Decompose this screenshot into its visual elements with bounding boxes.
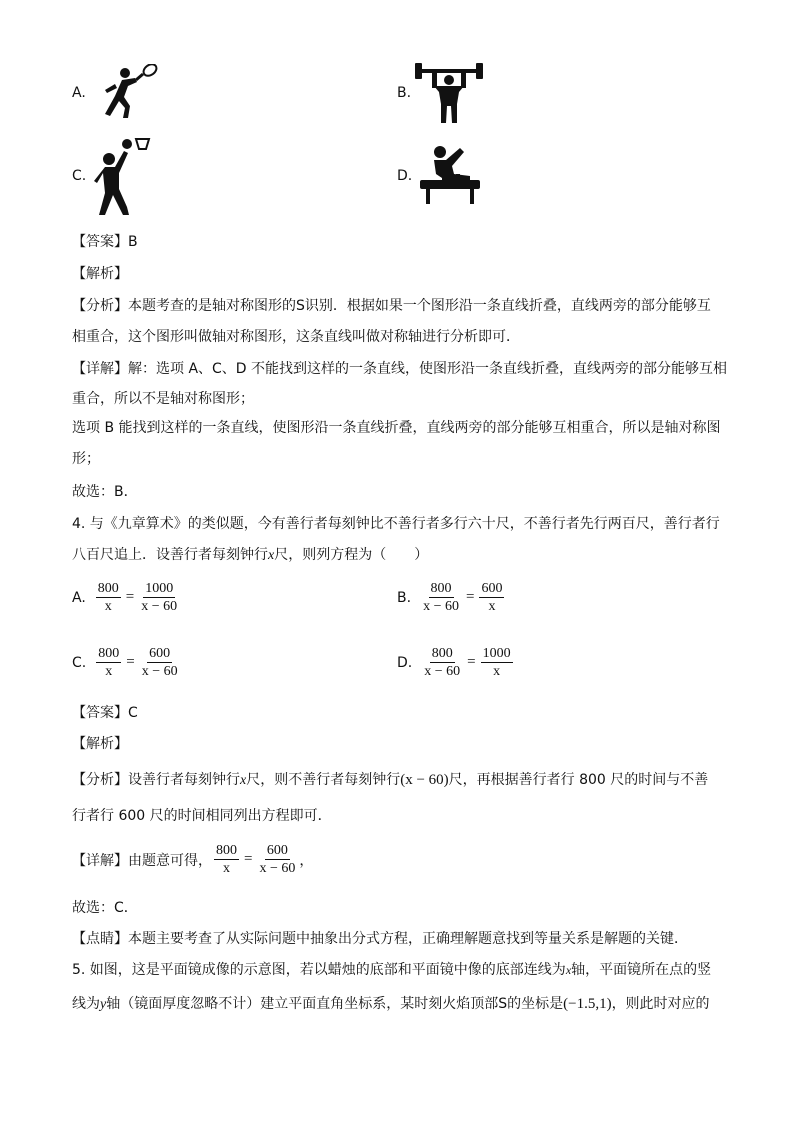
q4-xiangjie: 【详解】由题意可得， $\frac{800}{x}$ = $\frac{600}{x - 60}$ ，: [72, 843, 314, 876]
q4-dianjing: 【点睛】本题主要考查了从实际问题中抽象出分式方程，正确理解题意找到等量关系是解题的关键．: [72, 931, 688, 947]
basketball-player-icon: [93, 137, 153, 217]
q4-option-c: C. $\frac{800}{x}$ = $\frac{600}{x - 60}$: [72, 646, 178, 679]
q4-answer: 【答案】C: [72, 705, 138, 721]
q4-option-d: D. $\frac{800}{x - 60}$ = $\frac{1000}{x}$: [397, 646, 511, 679]
q4-fenxi-line-1: 【分析】设善行者每刻钟行x尺，则不善行者每刻钟行(x − 60)尺，再根据善行者行 800 尺的时间与不善: [72, 772, 709, 788]
q3-choose: 故选：B．: [72, 484, 138, 500]
q3-fenxi-line-1: 【分析】本题考查的是轴对称图形的S识别．根据如果一个图形沿一条直线折叠，直线两旁的部分能够互: [72, 298, 711, 314]
q3-fenxi-line-2: 相重合，这个图形叫做轴对称图形，这条直线叫做对称轴进行分析即可．: [72, 329, 520, 345]
q4-fenxi-line-2: 行者行 600 尺的时间相同列出方程即可．: [72, 808, 332, 824]
q4-option-b: B. $\frac{800}{x - 60}$ = $\frac{600}{x}$: [397, 581, 503, 614]
q3-analysis-heading: 【解析】: [72, 266, 128, 282]
tennis-player-icon: [95, 64, 159, 120]
q5-stem-line-2: 线为y轴（镜面厚度忽略不计）建立平面直角坐标系，某时刻火焰顶部S的坐标是(−1.5,1)，则此时对应的: [72, 996, 710, 1012]
weightlifter-icon: [415, 60, 483, 124]
gymnast-pommel-horse-icon: [418, 142, 482, 206]
q3-xiangjie-line-1: 【详解】解：选项 A、C、D 不能找到这样的一条直线，使图形沿一条直线折叠，直线两旁的部分能够互相: [72, 361, 728, 377]
option-a-label: A.: [72, 85, 86, 101]
option-c-label: C.: [72, 168, 87, 184]
q3-xiangjie-line-3: 选项 B 能找到这样的一条直线，使图形沿一条直线折叠，直线两旁的部分能够互相重合，所以是轴对称图: [72, 420, 721, 436]
option-b-label: B.: [397, 85, 412, 101]
q3-xiangjie-line-2: 重合，所以不是轴对称图形；: [72, 391, 254, 407]
q3-answer: 【答案】B: [72, 234, 138, 250]
q4-choose: 故选：C．: [72, 900, 138, 916]
q4-analysis-heading: 【解析】: [72, 736, 128, 752]
q4-stem-line-2: 八百尺追上．设善行者每刻钟行x尺，则列方程为（ ）: [72, 547, 429, 563]
q3-xiangjie-line-4: 形；: [72, 451, 100, 467]
q4-stem-line-1: 4. 与《九章算术》的类似题，今有善行者每刻钟比不善行者多行六十尺，不善行者先行两百尺，善行者行: [72, 516, 720, 532]
q5-stem-line-1: 5. 如图，这是平面镜成像的示意图，若以蜡烛的底部和平面镜中像的底部连线为x轴，平面镜所在点的竖: [72, 962, 712, 978]
q4-option-a: A. $\frac{800}{x}$ = $\frac{1000}{x - 60}$: [72, 581, 178, 614]
option-d-label: D.: [397, 168, 413, 184]
